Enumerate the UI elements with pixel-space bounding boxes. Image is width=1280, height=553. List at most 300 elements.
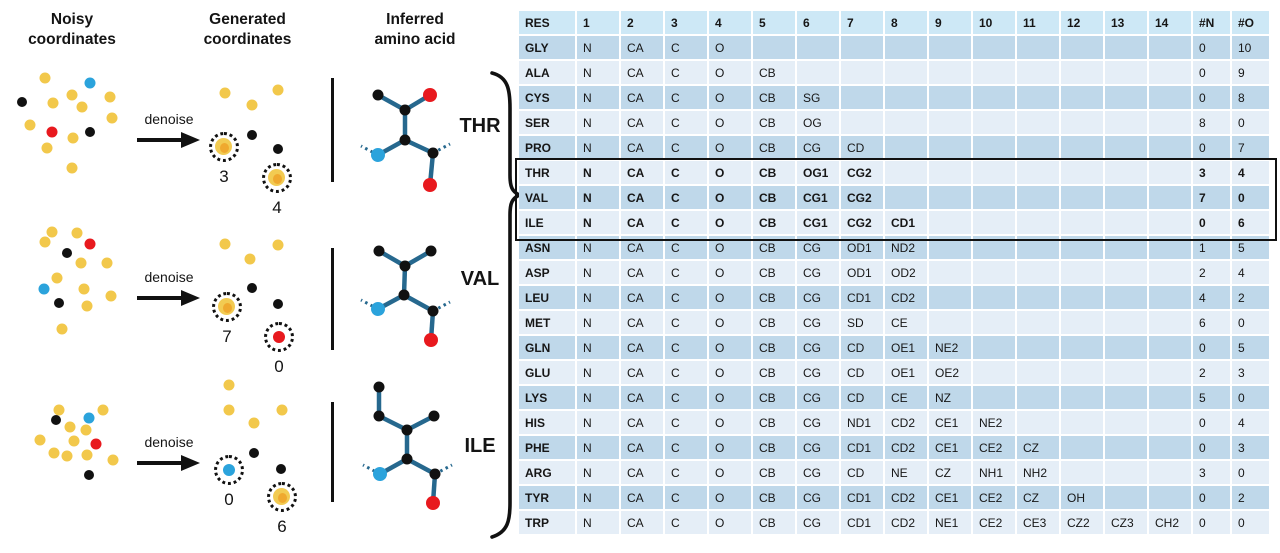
atom-cell bbox=[973, 311, 1015, 334]
atom-cell: C bbox=[665, 161, 707, 184]
atom-cell: O bbox=[709, 136, 751, 159]
atom-cell: O bbox=[709, 61, 751, 84]
atom-cell: CZ2 bbox=[1061, 511, 1103, 534]
atom-cell bbox=[1105, 461, 1147, 484]
atom-cell: CZ bbox=[1017, 436, 1059, 459]
atom-cell bbox=[1105, 136, 1147, 159]
header-noisy-coordinates bbox=[12, 10, 132, 50]
atom-cell: N bbox=[577, 111, 619, 134]
count-n-cell: 3 bbox=[1193, 161, 1230, 184]
atom-cell bbox=[1149, 61, 1191, 84]
atom-cell: NE2 bbox=[973, 411, 1015, 434]
atom-cell bbox=[929, 236, 971, 259]
count-o-cell: 5 bbox=[1232, 336, 1269, 359]
dotted-circle bbox=[264, 322, 294, 352]
atom-cell: O bbox=[709, 236, 751, 259]
atom-count-label: 0 bbox=[274, 357, 284, 376]
atom-cell: N bbox=[577, 136, 619, 159]
atom-cell bbox=[1149, 411, 1191, 434]
atom-cell bbox=[1061, 336, 1103, 359]
atom-count-label: 7 bbox=[222, 327, 232, 346]
noisy-dot-blue bbox=[85, 78, 96, 89]
atom-cell: N bbox=[577, 436, 619, 459]
dotted-circle bbox=[214, 455, 244, 485]
residue-cell: ILE bbox=[519, 211, 575, 234]
atom-cell: C bbox=[665, 386, 707, 409]
atom-cell: N bbox=[577, 511, 619, 534]
atom-cell: NZ bbox=[929, 386, 971, 409]
dotted-circle bbox=[262, 163, 292, 193]
header-cell: 9 bbox=[929, 11, 971, 34]
atom-cell: ND2 bbox=[885, 236, 927, 259]
atom-cell: CD2 bbox=[885, 286, 927, 309]
noisy-dot-yellow bbox=[98, 405, 109, 416]
noisy-dot-black bbox=[17, 97, 27, 107]
residue-cell: PRO bbox=[519, 136, 575, 159]
atom-cell: NH2 bbox=[1017, 461, 1059, 484]
header-line: coordinates bbox=[28, 31, 116, 48]
atom-cell bbox=[973, 61, 1015, 84]
count-n-cell: 0 bbox=[1193, 136, 1230, 159]
atom-cell: O bbox=[709, 461, 751, 484]
atom-cell bbox=[929, 86, 971, 109]
noisy-dot-yellow bbox=[40, 73, 51, 84]
generated-dot-yellow bbox=[247, 100, 258, 111]
atom-cell: C bbox=[665, 436, 707, 459]
generated-dot-black bbox=[276, 464, 286, 474]
atom-count-label: 4 bbox=[272, 198, 282, 217]
noisy-dot-yellow bbox=[67, 163, 78, 174]
atom-cell bbox=[1105, 486, 1147, 509]
atom-cell bbox=[973, 236, 1015, 259]
count-o-cell: 3 bbox=[1232, 361, 1269, 384]
atom-cell bbox=[1105, 411, 1147, 434]
atom-cell bbox=[1105, 161, 1147, 184]
atom-cell bbox=[973, 161, 1015, 184]
atom-cell: C bbox=[665, 136, 707, 159]
atom-cell bbox=[1105, 361, 1147, 384]
residue-row-arg bbox=[519, 461, 1269, 484]
noisy-dot-black bbox=[85, 127, 95, 137]
atom-cell bbox=[1017, 161, 1059, 184]
atom-cell bbox=[1105, 311, 1147, 334]
atom-cell bbox=[929, 136, 971, 159]
atom-cell: CZ bbox=[1017, 486, 1059, 509]
header-cell: 7 bbox=[841, 11, 883, 34]
atom-cell: CZ3 bbox=[1105, 511, 1147, 534]
atom-cell: O bbox=[709, 111, 751, 134]
residue-cell: PHE bbox=[519, 436, 575, 459]
atom-cell bbox=[841, 61, 883, 84]
atom-cell bbox=[1149, 186, 1191, 209]
count-n-cell: 0 bbox=[1193, 511, 1230, 534]
atom-cell bbox=[1105, 236, 1147, 259]
blue-dot bbox=[223, 464, 235, 476]
residue-row-met bbox=[519, 311, 1269, 334]
atom-cell bbox=[1105, 386, 1147, 409]
atom-cell: N bbox=[577, 336, 619, 359]
count-n-cell: 7 bbox=[1193, 186, 1230, 209]
atom-cell bbox=[1105, 86, 1147, 109]
residue-cell: ALA bbox=[519, 61, 575, 84]
atom-cell: CG bbox=[797, 286, 839, 309]
atom-cell: CB bbox=[753, 336, 795, 359]
atom-cell bbox=[1105, 336, 1147, 359]
dotted-circle bbox=[209, 132, 239, 162]
atom-count-label: 0 bbox=[224, 490, 234, 509]
atom-cell bbox=[1061, 211, 1103, 234]
atom-cell bbox=[1105, 261, 1147, 284]
noisy-dot-blue bbox=[84, 413, 95, 424]
atom-cell: NE2 bbox=[929, 336, 971, 359]
atom-cell bbox=[1149, 311, 1191, 334]
atom-cell: N bbox=[577, 361, 619, 384]
atom-cell bbox=[1149, 36, 1191, 59]
atom-cell: CE2 bbox=[973, 486, 1015, 509]
denoise-row-thr bbox=[0, 60, 525, 235]
count-o-cell: 0 bbox=[1232, 111, 1269, 134]
count-o-cell: 7 bbox=[1232, 136, 1269, 159]
atom-cell bbox=[1149, 361, 1191, 384]
atom-cell bbox=[1017, 336, 1059, 359]
atom-cell: O bbox=[709, 386, 751, 409]
atom-table bbox=[517, 9, 1271, 536]
count-o-cell: 9 bbox=[1232, 61, 1269, 84]
atom-cell: O bbox=[709, 311, 751, 334]
header-cell: 8 bbox=[885, 11, 927, 34]
atom-cell: CG bbox=[797, 236, 839, 259]
atom-cell bbox=[973, 261, 1015, 284]
atom-cell: ND1 bbox=[841, 411, 883, 434]
atom-cell bbox=[1149, 436, 1191, 459]
atom-cell bbox=[929, 61, 971, 84]
atom-cell bbox=[929, 311, 971, 334]
residue-cell: SER bbox=[519, 111, 575, 134]
atom-cell: CG bbox=[797, 336, 839, 359]
atom-cell bbox=[885, 186, 927, 209]
atom-cell bbox=[841, 111, 883, 134]
generated-dot-black bbox=[247, 130, 257, 140]
atom-cell: CD1 bbox=[841, 511, 883, 534]
atom-cell: CB bbox=[753, 311, 795, 334]
generated-dot-yellow bbox=[224, 405, 235, 416]
atom-cell: O bbox=[709, 86, 751, 109]
residue-row-phe bbox=[519, 436, 1269, 459]
header-cell: 12 bbox=[1061, 11, 1103, 34]
molecule-val bbox=[340, 222, 470, 372]
atom-cell bbox=[1061, 411, 1103, 434]
atom-cell: CH2 bbox=[1149, 511, 1191, 534]
atom-cell: SG bbox=[797, 86, 839, 109]
atom-cell bbox=[1149, 211, 1191, 234]
noisy-dot-yellow bbox=[62, 451, 73, 462]
generated-dot-yellow bbox=[273, 240, 284, 251]
atom-cell bbox=[841, 36, 883, 59]
atom-cell: CB bbox=[753, 261, 795, 284]
atom-cell bbox=[929, 186, 971, 209]
atom-cell: CB bbox=[753, 361, 795, 384]
generated-dot-yellow bbox=[220, 239, 231, 250]
atom-cell bbox=[1017, 86, 1059, 109]
atom-cell bbox=[973, 286, 1015, 309]
header-cell: 10 bbox=[973, 11, 1015, 34]
count-o-cell: 2 bbox=[1232, 486, 1269, 509]
noisy-dot-yellow bbox=[65, 422, 76, 433]
atom-cell bbox=[1061, 111, 1103, 134]
residue-row-asp bbox=[519, 261, 1269, 284]
generated-dot-black bbox=[249, 448, 259, 458]
generated-dot-yellow bbox=[249, 418, 260, 429]
atom-cell bbox=[1061, 136, 1103, 159]
atom-cell: N bbox=[577, 161, 619, 184]
generated-dot-yellow bbox=[224, 380, 235, 391]
atom-cell: CA bbox=[621, 161, 663, 184]
atom-cell: CG2 bbox=[841, 211, 883, 234]
atom-count-label: 3 bbox=[219, 167, 229, 186]
atom-cell bbox=[1149, 136, 1191, 159]
atom-cell: CG bbox=[797, 261, 839, 284]
atom-cell: CE1 bbox=[929, 411, 971, 434]
atom-cell bbox=[973, 386, 1015, 409]
atom-cell: O bbox=[709, 361, 751, 384]
atom-cell bbox=[1061, 86, 1103, 109]
count-o-cell: 5 bbox=[1232, 236, 1269, 259]
atom-cell: CG1 bbox=[797, 186, 839, 209]
atom-cell: N bbox=[577, 186, 619, 209]
atom-cell: CA bbox=[621, 361, 663, 384]
noisy-dot-yellow bbox=[47, 227, 58, 238]
count-n-cell: 2 bbox=[1193, 261, 1230, 284]
header-cell: 1 bbox=[577, 11, 619, 34]
yellow-blob-core bbox=[273, 174, 282, 184]
noisy-dot-yellow bbox=[72, 228, 83, 239]
atom-cell: CB bbox=[753, 186, 795, 209]
denoise-arrow-icon bbox=[137, 454, 201, 472]
atom-cell: CG2 bbox=[841, 161, 883, 184]
atom-cell bbox=[929, 36, 971, 59]
atom-cell bbox=[1061, 436, 1103, 459]
count-o-cell: 8 bbox=[1232, 86, 1269, 109]
atom-cell: CE2 bbox=[973, 436, 1015, 459]
atom-cell: CD bbox=[841, 336, 883, 359]
dotted-circle bbox=[212, 292, 242, 322]
atom-cell: N bbox=[577, 486, 619, 509]
count-n-cell: 2 bbox=[1193, 361, 1230, 384]
atom-cell: C bbox=[665, 186, 707, 209]
header-cell: 14 bbox=[1149, 11, 1191, 34]
residue-cell: THR bbox=[519, 161, 575, 184]
residue-cell: LYS bbox=[519, 386, 575, 409]
atom-cell bbox=[973, 86, 1015, 109]
yellow-blob-core bbox=[278, 493, 287, 503]
atom-cell bbox=[885, 111, 927, 134]
generated-dot-black bbox=[247, 283, 257, 293]
atom-cell bbox=[1017, 236, 1059, 259]
atom-cell: CD2 bbox=[885, 511, 927, 534]
residue-row-leu bbox=[519, 286, 1269, 309]
atom-cell bbox=[1017, 136, 1059, 159]
atom-cell: CD bbox=[841, 461, 883, 484]
count-n-cell: 5 bbox=[1193, 386, 1230, 409]
noisy-dot-yellow bbox=[49, 448, 60, 459]
header-cell: #O bbox=[1232, 11, 1269, 34]
atom-cell: CA bbox=[621, 211, 663, 234]
atom-cell: OG bbox=[797, 111, 839, 134]
count-n-cell: 0 bbox=[1193, 411, 1230, 434]
atom-cell bbox=[973, 111, 1015, 134]
atom-cell: CD1 bbox=[841, 436, 883, 459]
count-o-cell: 0 bbox=[1232, 511, 1269, 534]
atom-cell: C bbox=[665, 486, 707, 509]
atom-cell: O bbox=[709, 211, 751, 234]
header-inferred-amino-acid bbox=[350, 10, 480, 50]
atom-cell: CA bbox=[621, 111, 663, 134]
atom-cell bbox=[973, 36, 1015, 59]
atom-cell: CB bbox=[753, 486, 795, 509]
amino-acid-label: VAL bbox=[460, 268, 500, 290]
atom-cell bbox=[973, 186, 1015, 209]
atom-cell bbox=[885, 36, 927, 59]
generated-dot-black bbox=[273, 299, 283, 309]
atom-cell bbox=[929, 261, 971, 284]
atom-cell: C bbox=[665, 511, 707, 534]
atom-cell bbox=[1105, 211, 1147, 234]
noisy-dot-red bbox=[47, 127, 58, 138]
noisy-dot-black bbox=[62, 248, 72, 258]
header-line: coordinates bbox=[203, 31, 292, 48]
denoise-label: denoise bbox=[144, 269, 194, 285]
residue-row-ile bbox=[519, 211, 1269, 234]
noisy-dot-yellow bbox=[54, 405, 65, 416]
denoise-label: denoise bbox=[144, 111, 194, 127]
atom-cell: N bbox=[577, 286, 619, 309]
denoise-row-ile bbox=[0, 378, 525, 553]
atom-cell bbox=[885, 161, 927, 184]
generated-dot-yellow bbox=[273, 85, 284, 96]
atom-cell: CA bbox=[621, 186, 663, 209]
atom-cell: NH1 bbox=[973, 461, 1015, 484]
atom-cell: C bbox=[665, 36, 707, 59]
atom-cell bbox=[973, 336, 1015, 359]
atom-cell: CA bbox=[621, 336, 663, 359]
atom-cell: CD1 bbox=[841, 286, 883, 309]
noisy-dot-yellow bbox=[105, 92, 116, 103]
atom-cell: C bbox=[665, 236, 707, 259]
count-n-cell: 4 bbox=[1193, 286, 1230, 309]
residue-cell: MET bbox=[519, 311, 575, 334]
atom-cell bbox=[1017, 111, 1059, 134]
residue-cell: ASP bbox=[519, 261, 575, 284]
atom-cell bbox=[973, 361, 1015, 384]
atom-cell: CD bbox=[841, 136, 883, 159]
residue-row-tyr bbox=[519, 486, 1269, 509]
atom-cell bbox=[1017, 61, 1059, 84]
atom-cell: N bbox=[577, 236, 619, 259]
noisy-dot-black bbox=[54, 298, 64, 308]
atom-cell: CA bbox=[621, 436, 663, 459]
atom-cell: CD1 bbox=[841, 486, 883, 509]
atom-cell bbox=[1061, 236, 1103, 259]
residue-cell: VAL bbox=[519, 186, 575, 209]
amino-acid-label: THR bbox=[459, 115, 501, 137]
atom-cell: CE1 bbox=[929, 486, 971, 509]
atom-cell: C bbox=[665, 336, 707, 359]
atom-cell bbox=[1149, 461, 1191, 484]
generated-dot-yellow bbox=[245, 254, 256, 265]
atom-cell: CZ bbox=[929, 461, 971, 484]
noisy-dot-yellow bbox=[48, 98, 59, 109]
residue-row-val bbox=[519, 186, 1269, 209]
atom-cell: OD2 bbox=[885, 261, 927, 284]
noisy-dot-yellow bbox=[69, 436, 80, 447]
atom-cell bbox=[1017, 36, 1059, 59]
atom-cell: N bbox=[577, 61, 619, 84]
atom-cell: C bbox=[665, 211, 707, 234]
atom-cell: CA bbox=[621, 136, 663, 159]
noisy-dot-red bbox=[85, 239, 96, 250]
atom-cell: CG bbox=[797, 486, 839, 509]
atom-cell bbox=[929, 111, 971, 134]
residue-cell: GLY bbox=[519, 36, 575, 59]
noisy-dot-yellow bbox=[108, 455, 119, 466]
atom-cell: O bbox=[709, 336, 751, 359]
count-o-cell: 0 bbox=[1232, 386, 1269, 409]
atom-cell: CA bbox=[621, 36, 663, 59]
count-o-cell: 0 bbox=[1232, 311, 1269, 334]
count-o-cell: 4 bbox=[1232, 261, 1269, 284]
atom-cell: C bbox=[665, 261, 707, 284]
atom-cell: OD1 bbox=[841, 261, 883, 284]
count-o-cell: 0 bbox=[1232, 461, 1269, 484]
atom-cell bbox=[973, 211, 1015, 234]
atom-cell: O bbox=[709, 411, 751, 434]
atom-cell bbox=[1105, 186, 1147, 209]
atom-cell: CB bbox=[753, 236, 795, 259]
atom-cell: O bbox=[709, 36, 751, 59]
residue-cell: ASN bbox=[519, 236, 575, 259]
atom-cell bbox=[797, 36, 839, 59]
atom-cell: C bbox=[665, 411, 707, 434]
atom-cell: CE bbox=[885, 311, 927, 334]
atom-cell: N bbox=[577, 211, 619, 234]
atom-cell: O bbox=[709, 511, 751, 534]
atom-cell bbox=[1017, 211, 1059, 234]
atom-cell: SD bbox=[841, 311, 883, 334]
atom-cell: CB bbox=[753, 286, 795, 309]
noisy-dot-red bbox=[91, 439, 102, 450]
atom-cell: OE2 bbox=[929, 361, 971, 384]
header-cell: 11 bbox=[1017, 11, 1059, 34]
residue-row-his bbox=[519, 411, 1269, 434]
residue-row-asn bbox=[519, 236, 1269, 259]
atom-cell bbox=[885, 86, 927, 109]
atom-cell: CE2 bbox=[973, 511, 1015, 534]
atom-cell: CA bbox=[621, 411, 663, 434]
atom-cell: C bbox=[665, 61, 707, 84]
count-n-cell: 3 bbox=[1193, 461, 1230, 484]
atom-cell: CG bbox=[797, 436, 839, 459]
noisy-dot-blue bbox=[39, 284, 50, 295]
noisy-dot-yellow bbox=[82, 450, 93, 461]
header-cell: 2 bbox=[621, 11, 663, 34]
atom-cell: CB bbox=[753, 211, 795, 234]
atom-cell: CE1 bbox=[929, 436, 971, 459]
count-n-cell: 0 bbox=[1193, 61, 1230, 84]
residue-row-pro bbox=[519, 136, 1269, 159]
atom-cell bbox=[1017, 286, 1059, 309]
atom-cell: O bbox=[709, 436, 751, 459]
atom-count-label: 6 bbox=[277, 517, 287, 536]
